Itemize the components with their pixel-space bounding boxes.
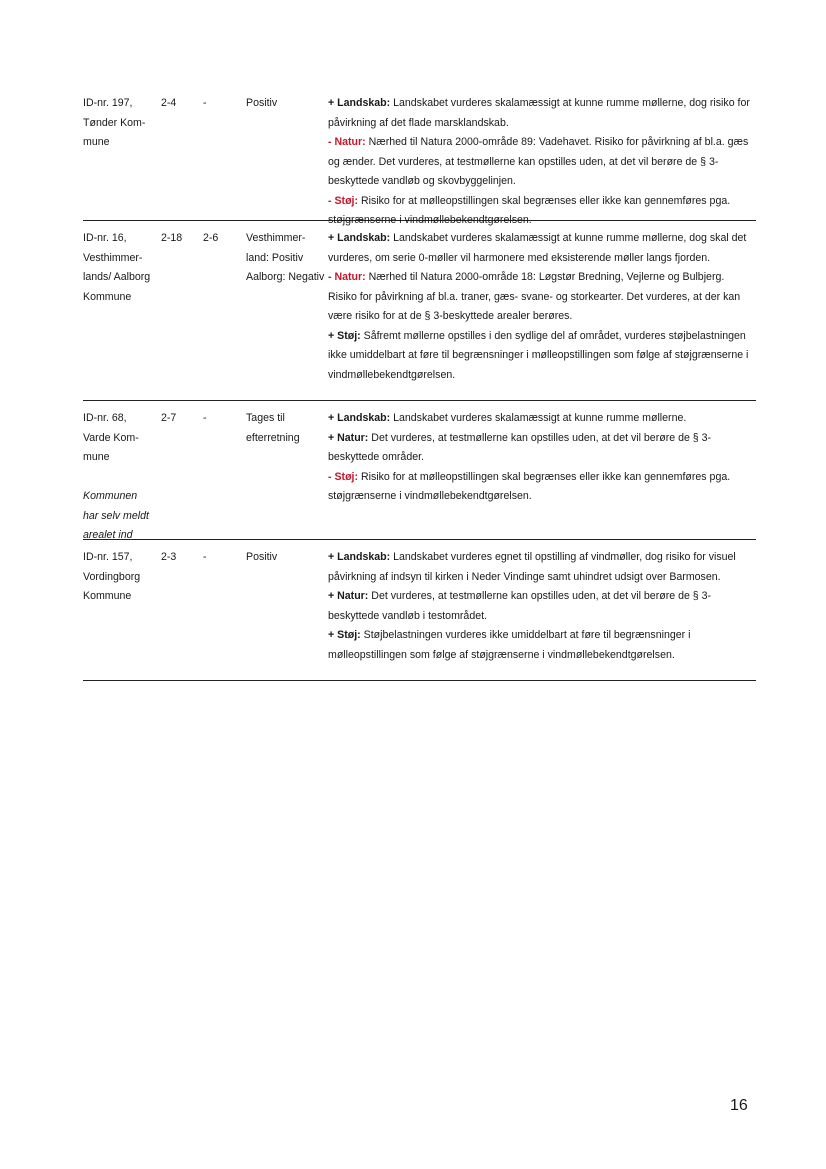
area-id-text: ID-nr. 68, Varde Kom-mune: [83, 412, 139, 463]
table-row: [83, 540, 756, 681]
value-a-cell: 2-3: [161, 551, 177, 563]
area-id-cell: ID-nr. 16, Vesthimmer-lands/ Aalborg Kommune: [83, 232, 151, 303]
landscape-assessment: + Landskab: Landskabet vurderes skalamæssigt at kunne rumme møllerne, dog risiko for påvirkning af det flade marsklandskab.: [328, 97, 750, 129]
value-a-cell: 2-7: [161, 412, 177, 424]
value-a-cell: 2-18: [161, 232, 183, 244]
assessment-cell: [328, 548, 756, 665]
noise-assessment: - Støj: Risiko for at mølleopstillingen skal begrænses eller ikke kan gennemføres pga. støjgrænserne i vindmøllebekendtgørelsen.: [328, 194, 731, 226]
municipality-note: Kommunen har selv meldt arealet ind: [83, 490, 149, 541]
nature-label: - Natur:: [328, 271, 366, 283]
value-a-cell: 2-4: [161, 97, 177, 109]
area-id-cell: ID-nr. 157, Vordingborg Kommune: [83, 551, 141, 602]
table-row: [83, 401, 756, 540]
noise-label: - Støj:: [328, 470, 359, 483]
value-b-cell: 2-6: [203, 232, 219, 244]
table-row: [83, 86, 756, 226]
noise-label: - Støj:: [328, 194, 359, 207]
result-cell: Positiv: [246, 551, 278, 563]
noise-assessment: + Støj: Støjbelastningen vurderes ikke umiddelbart at føre til begrænsninger i mølleopstillingen som følge af støjgrænserne i vindmøllebekendtgørelsen.: [328, 629, 691, 661]
result-cell: Positiv: [246, 97, 278, 109]
nature-label: + Natur:: [328, 590, 369, 602]
value-b-cell: -: [203, 412, 207, 424]
value-b-cell: -: [203, 97, 207, 109]
noise-label: + Støj:: [328, 629, 361, 641]
nature-label: + Natur:: [328, 431, 369, 444]
landscape-assessment: + Landskab: Landskabet vurderes skalamæssigt at kunne rumme møllerne.: [328, 412, 687, 424]
nature-assessment: + Natur: Det vurderes, at testmøllerne kan opstilles uden, at det vil berøre de § 3-beskyttede områder.: [328, 431, 712, 463]
landscape-assessment: + Landskab: Landskabet vurderes egnet til opstilling af vindmøller, dog risiko for visuel påvirkning af indsyn til kirken i Neder Vindinge samt uhindret udsigt over Barmosen.: [328, 551, 736, 583]
area-id-cell: [83, 409, 155, 546]
noise-assessment: + Støj: Såfremt møllerne opstilles i den sydlige del af området, vurderes støjbelastningen ikke umiddelbart at føre til begrænsninger i mølleopstillingen som følge af støjgrænserne i vindmøllebekendtgørelsen.: [328, 329, 749, 381]
page-number: 16: [730, 1097, 748, 1114]
landscape-label: + Landskab:: [328, 97, 391, 109]
nature-assessment: + Natur: Det vurderes, at testmøllerne kan opstilles uden, at det vil berøre de § 3-beskyttede vandløb i testområdet.: [328, 590, 712, 622]
nature-label: - Natur:: [328, 136, 366, 148]
landscape-label: + Landskab:: [328, 551, 391, 563]
noise-label: + Støj:: [328, 329, 361, 342]
value-b-cell: -: [203, 551, 207, 563]
nature-assessment: - Natur: Nærhed til Natura 2000-område 18: Løgstør Bredning, Vejlerne og Bulbjerg. Risiko for påvirkning af bl.a. traner, gæs- svane- og storkearter. Det vurderes, at der kan være risiko for at de § 3-beskyttede arealer berøres.: [328, 271, 741, 322]
table-row: [83, 221, 756, 401]
assessment-table: [83, 86, 756, 681]
landscape-assessment: + Landskab: Landskabet vurderes skalamæssigt at kunne rumme møllerne, dog skal det vurderes, om serie 0-møller vil harmonere med eksisterende møller langs fjorden.: [328, 232, 747, 264]
area-id-cell: ID-nr. 197, Tønder Kom-mune: [83, 97, 146, 148]
nature-assessment: - Natur: Nærhed til Natura 2000-område 89: Vadehavet. Risiko for påvirkning af bl.a. gæs og ænder. Det vurderes, at testmøllerne kan opstilles uden, at det vil berøre de § 3-beskyttede vandløb og skovbyggelinjen.: [328, 136, 749, 187]
assessment-cell: [328, 409, 756, 507]
landscape-label: + Landskab:: [328, 412, 391, 424]
result-cell: Vesthimmer-land: Positiv Aalborg: Negativ: [246, 232, 325, 283]
noise-assessment: - Støj: Risiko for at mølleopstillingen skal begrænses eller ikke kan gennemføres pga. støjgrænserne i vindmøllebekendtgørelsen.: [328, 470, 731, 502]
assessment-cell: [328, 94, 756, 231]
landscape-label: + Landskab:: [328, 232, 391, 244]
result-cell: Tages til efterretning: [246, 412, 300, 444]
assessment-cell: [328, 229, 756, 385]
